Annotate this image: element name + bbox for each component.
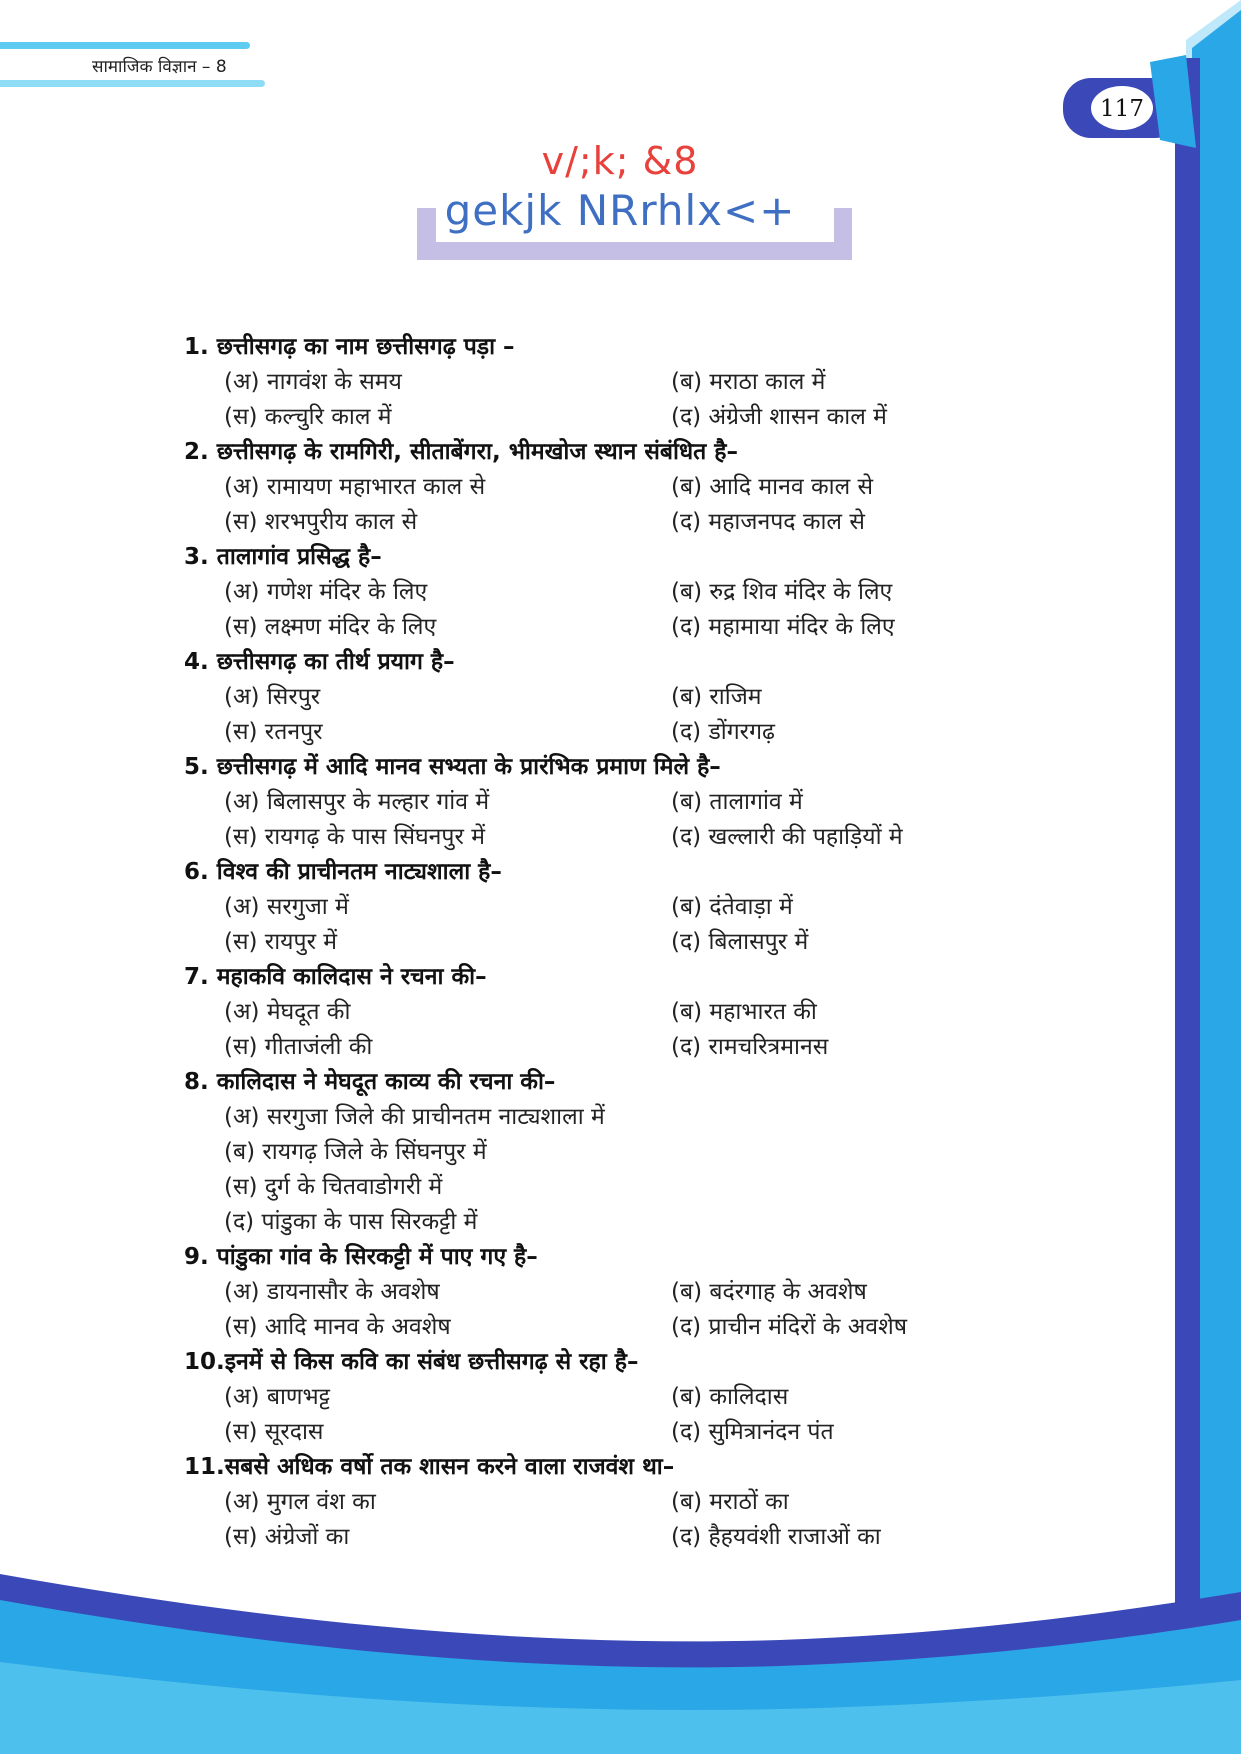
option-row bbox=[184, 1030, 1004, 1065]
option-row bbox=[184, 1100, 1004, 1135]
option-d: (द) सुमित्रानंदन पंत bbox=[671, 1419, 834, 1445]
option-d: (द) खल्लारी की पहाड़ियों मे bbox=[671, 824, 903, 850]
option-a: (अ) मुगल वंश का bbox=[224, 1489, 376, 1515]
option-b: (ब) बदंरगाह के अवशेष bbox=[671, 1279, 867, 1305]
option-d: (द) महामाया मंदिर के लिए bbox=[671, 614, 895, 640]
option-a: (अ) सरगुजा में bbox=[224, 894, 349, 920]
question-list bbox=[184, 330, 1004, 1555]
option-c: (स) गीताजंली की bbox=[224, 1034, 373, 1060]
option-c: (स) आदि मानव के अवशेष bbox=[224, 1314, 451, 1340]
question-6: 6. विश्व की प्राचीनतम नाट्यशाला है– bbox=[184, 859, 502, 885]
option-c: (स) अंग्रेजों का bbox=[224, 1524, 350, 1550]
option-row bbox=[184, 820, 1004, 855]
option-row bbox=[184, 785, 1004, 820]
option-b: (ब) मराठा काल में bbox=[671, 369, 826, 395]
option-b: (ब) दंतेवाड़ा में bbox=[671, 894, 793, 920]
option-d: (द) रामचरित्रमानस bbox=[671, 1034, 829, 1060]
option-b: (ब) रायगढ़ जिले के सिंघनपुर में bbox=[224, 1139, 487, 1165]
book-subject: सामाजिक विज्ञान – 8 bbox=[92, 57, 227, 77]
option-b: (ब) आदि मानव काल से bbox=[671, 474, 874, 500]
option-row bbox=[184, 1135, 1004, 1170]
option-row bbox=[184, 925, 1004, 960]
option-d: (द) हैहयवंशी राजाओं का bbox=[671, 1524, 881, 1550]
option-row bbox=[184, 575, 1004, 610]
option-a: (अ) डायनासौर के अवशेष bbox=[224, 1279, 440, 1305]
question-5: 5. छत्तीसगढ़ में आदि मानव सभ्यता के प्रारंभिक प्रमाण मिले है– bbox=[184, 754, 721, 780]
option-c: (स) रायपुर में bbox=[224, 929, 338, 955]
option-d: (द) महाजनपद काल से bbox=[671, 509, 865, 535]
option-c: (स) सूरदास bbox=[224, 1419, 324, 1445]
option-row bbox=[184, 1275, 1004, 1310]
option-d: (द) अंग्रेजी शासन काल में bbox=[671, 404, 887, 430]
option-b: (ब) महाभारत की bbox=[671, 999, 817, 1025]
option-row bbox=[184, 1485, 1004, 1520]
option-b: (ब) रुद्र शिव मंदिर के लिए bbox=[671, 579, 893, 605]
question-2: 2. छत्तीसगढ़ के रामगिरी, सीताबेंगरा, भीमखोज स्थान संबंधित है– bbox=[184, 439, 738, 465]
question-10: 10.इनमें से किस कवि का संबंध छत्तीसगढ़ से रहा है– bbox=[184, 1349, 639, 1375]
option-a: (अ) सरगुजा जिले की प्राचीनतम नाट्यशाला में bbox=[224, 1104, 605, 1130]
option-b: (ब) राजिम bbox=[671, 684, 762, 710]
question-8: 8. कालिदास ने मेघदूत काव्य की रचना की– bbox=[184, 1069, 556, 1095]
option-row bbox=[184, 1170, 1004, 1205]
option-row bbox=[184, 680, 1004, 715]
option-a: (अ) सिरपुर bbox=[224, 684, 321, 710]
option-a: (अ) नागवंश के समय bbox=[224, 369, 402, 395]
option-c: (स) कल्चुरि काल में bbox=[224, 404, 392, 430]
option-row bbox=[184, 400, 1004, 435]
option-row bbox=[184, 610, 1004, 645]
option-row bbox=[184, 715, 1004, 750]
question-3: 3. तालागांव प्रसिद्ध है– bbox=[184, 544, 382, 570]
chapter-title: gekjk NRrhlx<+ bbox=[444, 186, 796, 235]
option-d: (द) बिलासपुर में bbox=[671, 929, 809, 955]
option-b: (ब) मराठों का bbox=[671, 1489, 789, 1515]
chapter-label: v/;k; &8 bbox=[541, 139, 699, 183]
option-row bbox=[184, 470, 1004, 505]
option-row bbox=[184, 1415, 1004, 1450]
option-b: (ब) तालागांव में bbox=[671, 789, 803, 815]
question-1: 1. छत्तीसगढ़ का नाम छत्तीसगढ़ पड़ा – bbox=[184, 334, 515, 360]
option-row bbox=[184, 1520, 1004, 1555]
option-row bbox=[184, 365, 1004, 400]
option-c: (स) दुर्ग के चितवाडोगरी में bbox=[224, 1174, 443, 1200]
option-row bbox=[184, 995, 1004, 1030]
option-c: (स) शरभपुरीय काल से bbox=[224, 509, 418, 535]
option-b: (ब) कालिदास bbox=[671, 1384, 789, 1410]
question-11: 11.सबसे अधिक वर्षो तक शासन करने वाला राजवंश था– bbox=[184, 1454, 675, 1480]
option-d: (द) पांडुका के पास सिरकट्टी में bbox=[224, 1209, 478, 1235]
option-row bbox=[184, 1205, 1004, 1240]
right-bar-navy bbox=[1175, 58, 1200, 1754]
option-a: (अ) मेघदूत की bbox=[224, 999, 351, 1025]
option-a: (अ) रामायण महाभारत काल से bbox=[224, 474, 486, 500]
option-row bbox=[184, 505, 1004, 540]
option-c: (स) रतनपुर bbox=[224, 719, 323, 745]
question-7: 7. महाकवि कालिदास ने रचना की– bbox=[184, 964, 487, 990]
option-d: (द) डोंगरगढ़ bbox=[671, 719, 775, 745]
option-a: (अ) बाणभट्ट bbox=[224, 1384, 330, 1410]
question-4: 4. छत्तीसगढ़ का तीर्थ प्रयाग है– bbox=[184, 649, 455, 675]
page-number: 117 bbox=[1100, 96, 1144, 122]
option-d: (द) प्राचीन मंदिरों के अवशेष bbox=[671, 1314, 908, 1340]
question-9: 9. पांडुका गांव के सिरकट्टी में पाए गए है– bbox=[184, 1244, 538, 1270]
option-row bbox=[184, 1380, 1004, 1415]
option-c: (स) लक्ष्मण मंदिर के लिए bbox=[224, 614, 437, 640]
option-a: (अ) बिलासपुर के मल्हार गांव में bbox=[224, 789, 490, 815]
option-c: (स) रायगढ़ के पास सिंघनपुर में bbox=[224, 824, 485, 850]
option-row bbox=[184, 1310, 1004, 1345]
option-row bbox=[184, 890, 1004, 925]
option-a: (अ) गणेश मंदिर के लिए bbox=[224, 579, 428, 605]
